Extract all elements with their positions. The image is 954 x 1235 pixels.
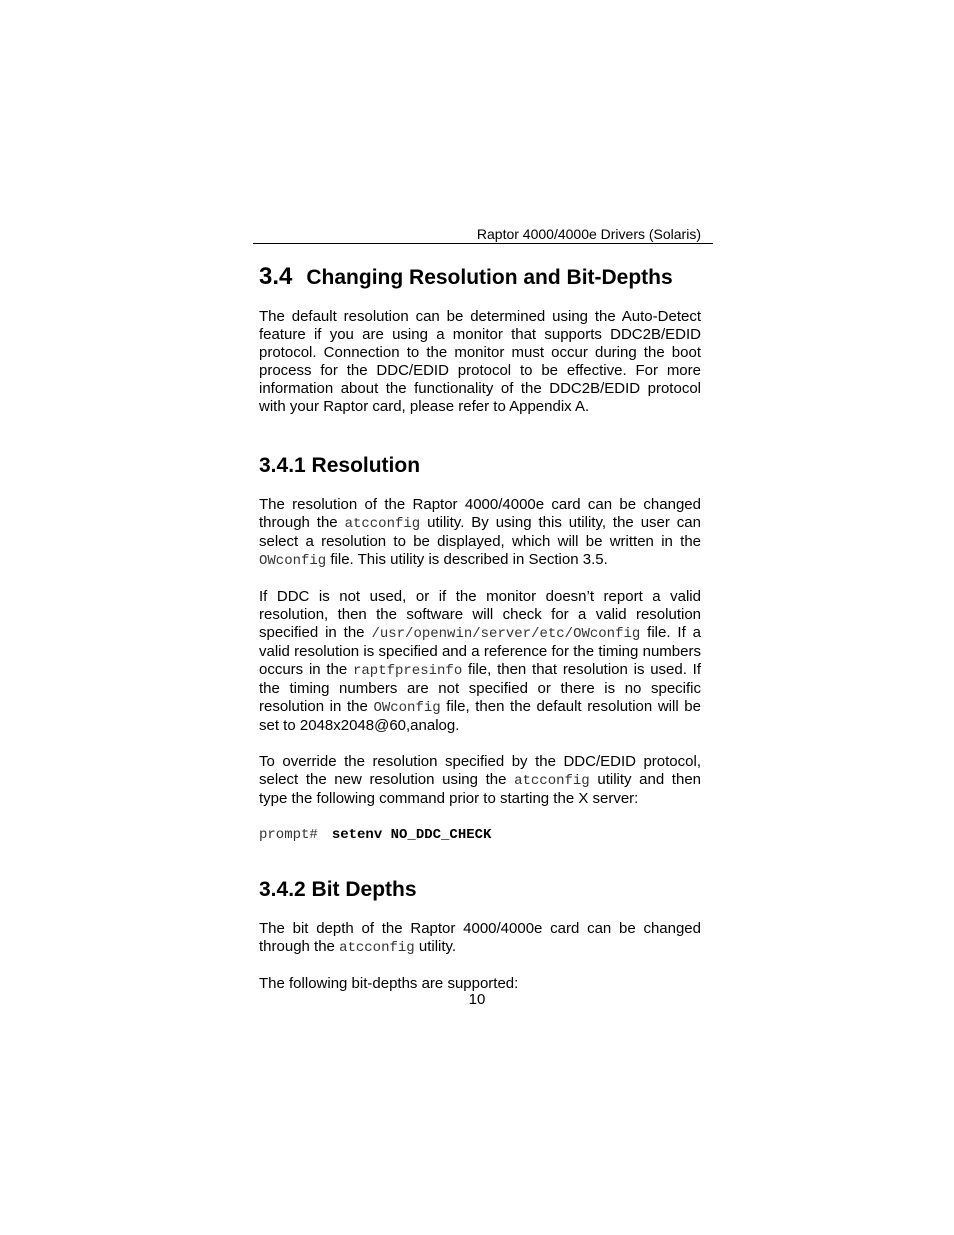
code-atcconfig: atcconfig [514, 773, 590, 789]
resolution-paragraph-2 [259, 588, 701, 735]
command-prompt: prompt# [259, 827, 318, 843]
text-run: utility and then type the following command prior to starting the X server: [259, 771, 702, 807]
section-number: 3.4 [259, 263, 293, 290]
text-run: utility. By using this utility, the user can select a resolution to be displayed, which will be written in the [259, 514, 701, 550]
subsection-heading-resolution: 3.4.1 Resolution [259, 454, 421, 477]
code-atcconfig: atcconfig [339, 940, 415, 956]
text-run: file. If a valid resolution is specified and a reference for the timing numbers occurs in the [259, 624, 701, 678]
command-text: setenv NO_DDC_CHECK [331, 827, 492, 843]
section-intro-paragraph: The default resolution can be determined using the Auto-Detect feature if you are using a monitor that supports DDC2B/EDID protocol. Connection to the monitor must occur during the boot process for the DDC/EDID protocol to be effective. For more information about the functionality of the DDC2B/EDID protocol with your Raptor card, please refer to Appendix A. [259, 308, 701, 415]
page-number: 10 [468, 991, 486, 1008]
code-owconfig: OWconfig [373, 700, 441, 716]
text-run: If DDC is not used, or if the monitor doesn’t report a valid resolution, then the software will check for a valid resolution specified in the [259, 588, 701, 641]
running-header-title: Raptor 4000/4000e Drivers (Solaris) [476, 226, 701, 242]
code-atcconfig: atcconfig [344, 516, 421, 532]
bitdepths-paragraph-1 [259, 920, 701, 957]
text-run: file. This utility is described in Section 3.5. [326, 551, 608, 568]
subsection-heading-bit-depths: 3.4.2 Bit Depths [259, 878, 417, 901]
section-title: Changing Resolution and Bit-Depths [306, 266, 673, 289]
bitdepths-paragraph-2: The following bit-depths are supported: [259, 975, 519, 992]
text-run: The resolution of the Raptor 4000/4000e card can be changed through the [259, 496, 701, 531]
code-owconfig-path: /usr/openwin/server/etc/OWconfig [371, 626, 641, 642]
resolution-paragraph-3 [259, 753, 701, 808]
code-owconfig: OWconfig [259, 553, 327, 569]
resolution-paragraph-1 [259, 496, 701, 570]
running-header [253, 226, 713, 244]
command-line [259, 826, 701, 844]
text-run: file, then that resolution is used. If the timing numbers are not specified or there is no specific resolution in the [259, 661, 701, 715]
section-heading [259, 262, 701, 292]
text-run: The bit depth of the Raptor 4000/4000e card can be changed through the [259, 920, 701, 955]
text-run: file, then the default resolution will be set to 2048x2048@60,analog. [259, 698, 701, 734]
text-run: utility. [414, 938, 457, 955]
text-run: To override the resolution specified by the DDC/EDID protocol, select the new resolution using the [259, 753, 701, 788]
code-raptfpresinfo: raptfpresinfo [353, 663, 463, 679]
page-content [259, 262, 701, 993]
